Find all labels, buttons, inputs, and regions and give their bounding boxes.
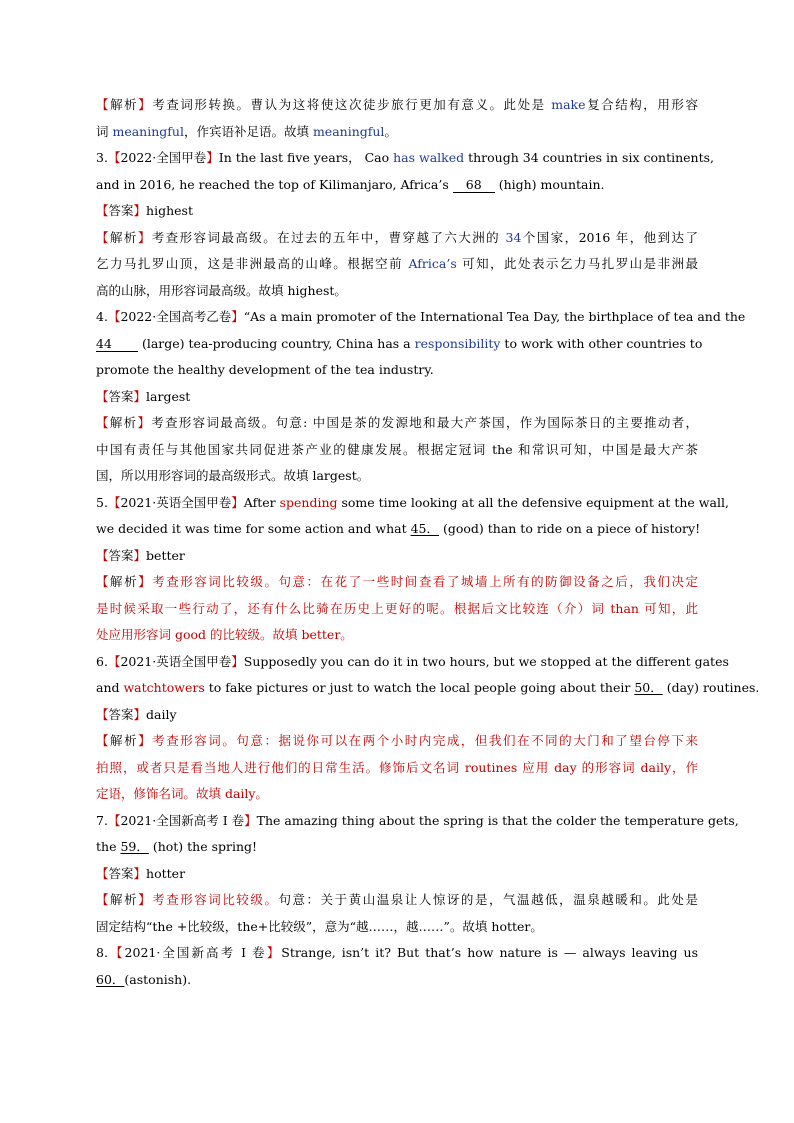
bracket: 】 [133,706,147,722]
text: to fake pictures or just to watch the local people going about their [204,680,635,695]
text: (day) routines. [662,680,760,695]
text-line [96,649,729,676]
text-line [96,596,698,623]
bracket: 】 [231,309,244,324]
bracket: 】 [138,892,153,907]
text: (hot) the spring! [148,839,258,854]
text: 考查形容词最高级。在过去的五年中，曹穿越了六大洲的 [151,229,506,245]
highlight-text: responsibility [414,335,501,351]
bracket: 【 [96,892,111,907]
answer-blank: 45． [410,521,439,536]
text: the [96,839,121,854]
answer-blank: 60． [96,971,125,987]
bracket: 【 [96,388,109,404]
bracket: 【 [96,97,111,112]
section-label: 答案 [108,203,134,218]
text-line [96,357,698,384]
answer-blank: 50． [634,680,663,695]
text-line [96,198,698,225]
text-line [96,463,698,490]
highlight-text: has walked [393,150,465,165]
bracket: 】 [133,547,147,563]
analysis-text: 考查形容词。句意：据说你可以在两个小时内完成，但我们在不同的大门和了望台停下来 [152,733,698,748]
text: 8. [96,945,108,960]
bracket: 【 [107,309,121,324]
bracket: 【 [96,733,111,748]
text: 词 [96,123,113,139]
bracket: 】 [137,415,152,430]
text-line [96,861,698,888]
bracket: 】 [231,494,244,510]
bracket: 【 [96,229,110,245]
analysis-text: 处应用形容词 good 的比较级。故填 better。 [96,627,353,642]
text: Supposedly you can do it in two hours, but we stopped at the different gates [243,653,729,669]
text-line [96,490,729,517]
text-line [96,808,739,835]
text-line [96,437,698,464]
text: 复合结构，用形容 [585,97,698,112]
section-label: 解析 [110,733,139,748]
analysis-text: watchtowers [123,680,205,695]
text-line [96,251,698,278]
text-line [96,675,760,702]
text-line [96,728,698,755]
text: 2022·全国高考乙卷 [120,309,232,324]
bracket: 】 [138,574,153,589]
bracket: 】 [138,733,153,748]
answer-blank: 68 [453,178,495,193]
analysis-text: 考查形容词比较级。句意：在花了一些时间查看了城墙上所有的防御设备之后，我们决定 [152,574,698,589]
text-line [96,569,698,596]
text-line [96,145,715,172]
text: 句意：关于黄山温泉让人惊讶的是，气温越低，温泉越暖和。此处是 [278,892,698,907]
text: In the last five years， Cao [218,150,394,165]
text: 5. [96,494,108,510]
text-line [96,92,698,119]
highlight-text: 34 [505,229,522,245]
text: through 34 countries in six continents, [464,150,715,165]
text-line [96,887,698,914]
text: 固定结构“the +比较级，the+比较级”，意为“越……，越……”。故填 hotter。 [96,918,543,934]
bracket: 【 [107,494,121,510]
text: ，作宾语补足语。故填 [183,123,313,139]
text: 6. [96,653,108,669]
text: 个国家，2016 年，他到达了 [521,229,698,245]
text: 2021·英语全国甲卷 [120,494,232,510]
section-label: 答案 [108,865,134,881]
highlight-text: Africa’s [408,256,457,271]
text-line [96,172,698,199]
text: some time looking at all the defensive equipment at the wall, [337,494,729,510]
analysis-text: spending [279,494,338,510]
answer-blank: 44 [96,337,138,352]
text: better [146,547,185,563]
analysis-text: 定语，修饰名词。故填 daily。 [96,786,268,801]
bracket: 】 [266,945,282,960]
text: Strange, isn’t it? But that’s how nature is — always leaving us [281,945,698,960]
text: to work with other countries to [500,335,703,351]
text: and [96,680,124,695]
text-line [96,119,698,146]
bracket: 【 [96,547,109,563]
bracket: 】 [133,388,147,404]
text-line [96,410,698,437]
section-label: 解析 [110,892,139,907]
text: 。 [384,123,397,139]
text: 考查词形转换。曹认为这将使这次徒步旅行更加有意义。此处是 [152,97,552,112]
document-content [96,92,760,993]
highlight-text: make [551,97,586,112]
text-line [96,225,698,252]
analysis-text: 考查形容词比较级。 [152,892,279,907]
text: (good) than to ride on a piece of history! [439,521,701,536]
text: 考查形容词最高级。句意: 中国是茶的发源地和最大产茶国，作为国际茶日的主要推动者， [151,415,698,430]
text: 7. [96,812,108,828]
text: and in 2016, he reached the top of Kilimanjaro, Africa’s [96,176,453,192]
text: highest [146,203,193,218]
text: After [243,494,280,510]
text-line [96,940,698,967]
text: (astonish). [124,971,192,987]
text: “As a main promoter of the International Tea Day, the birthplace of tea and the [243,309,746,324]
text: daily [146,706,177,722]
section-label: 解析 [109,415,138,430]
text: we decided it was time for some action and what [96,521,411,536]
text-line [96,834,698,861]
bracket: 【 [96,706,109,722]
text: 可知，此处表示乞力马扎罗山是非洲最 [456,256,698,271]
highlight-text: meaningful [112,123,184,139]
bracket: 】 [133,865,147,881]
text: 高的山脉，用形容词最高级。故填 highest。 [96,282,347,298]
text: 2021·全国新高考 I 卷 [120,812,245,828]
section-label: 解析 [110,574,139,589]
bracket: 【 [96,203,109,218]
text-line [96,702,698,729]
text-line [96,331,703,358]
text-line [96,516,701,543]
text: largest [146,388,191,404]
text: 2022·全国甲卷 [120,150,207,165]
analysis-text: 拍照，或者只是看当地人进行他们的日常生活。修饰后文名词 routines 应用 day 的形容词 daily，作 [96,759,698,775]
section-label: 答案 [108,547,134,563]
bracket: 【 [96,574,111,589]
text: 3. [96,150,108,165]
text: 2021·全国新高考 I 卷 [124,945,267,960]
section-label: 解析 [109,229,138,245]
bracket: 】 [138,97,153,112]
text-line [96,914,698,941]
bracket: 【 [107,653,121,669]
text-line [96,967,698,994]
bracket: 【 [96,865,109,881]
answer-blank: 59． [120,839,149,854]
bracket: 】 [244,812,257,828]
section-label: 答案 [108,706,134,722]
text-line [96,755,698,782]
analysis-text: 是时候采取一些行动了，还有什么比骑在历史上更好的呢。根据后文比较连（介）词 than 可知，此 [96,600,698,616]
bracket: 】 [206,150,219,165]
text-line [96,304,746,331]
bracket: 【 [96,415,110,430]
text: 中国有责任与其他国家共同促进茶产业的健康发展。根据定冠词 the 和常识可知，中国是最大产茶 [96,441,698,457]
text: 乞力马扎罗山顶，这是非洲最高的山峰。根据空前 [96,256,409,271]
section-label: 答案 [108,388,134,404]
text: hotter [146,865,186,881]
bracket: 】 [137,229,152,245]
bracket: 【 [107,945,125,960]
section-label: 解析 [110,97,139,112]
text: The amazing thing about the spring is that the colder the temperature gets, [256,812,739,828]
text: 国，所以用形容词的最高级形式。故填 largest。 [96,468,370,483]
text: 2021·英语全国甲卷 [120,653,232,669]
text: (large) tea-producing country, China has a [138,335,415,351]
text: 4. [96,309,108,324]
bracket: 【 [107,812,121,828]
bracket: 】 [133,203,147,218]
text-line [96,384,698,411]
highlight-text: meaningful [312,123,385,139]
bracket: 【 [107,150,121,165]
bracket: 】 [231,653,244,669]
text-line [96,622,698,649]
text: promote the healthy development of the tea industry. [96,362,434,377]
text-line [96,781,698,808]
text: (high) mountain. [494,176,605,192]
text-line [96,543,698,570]
text-line [96,278,698,305]
